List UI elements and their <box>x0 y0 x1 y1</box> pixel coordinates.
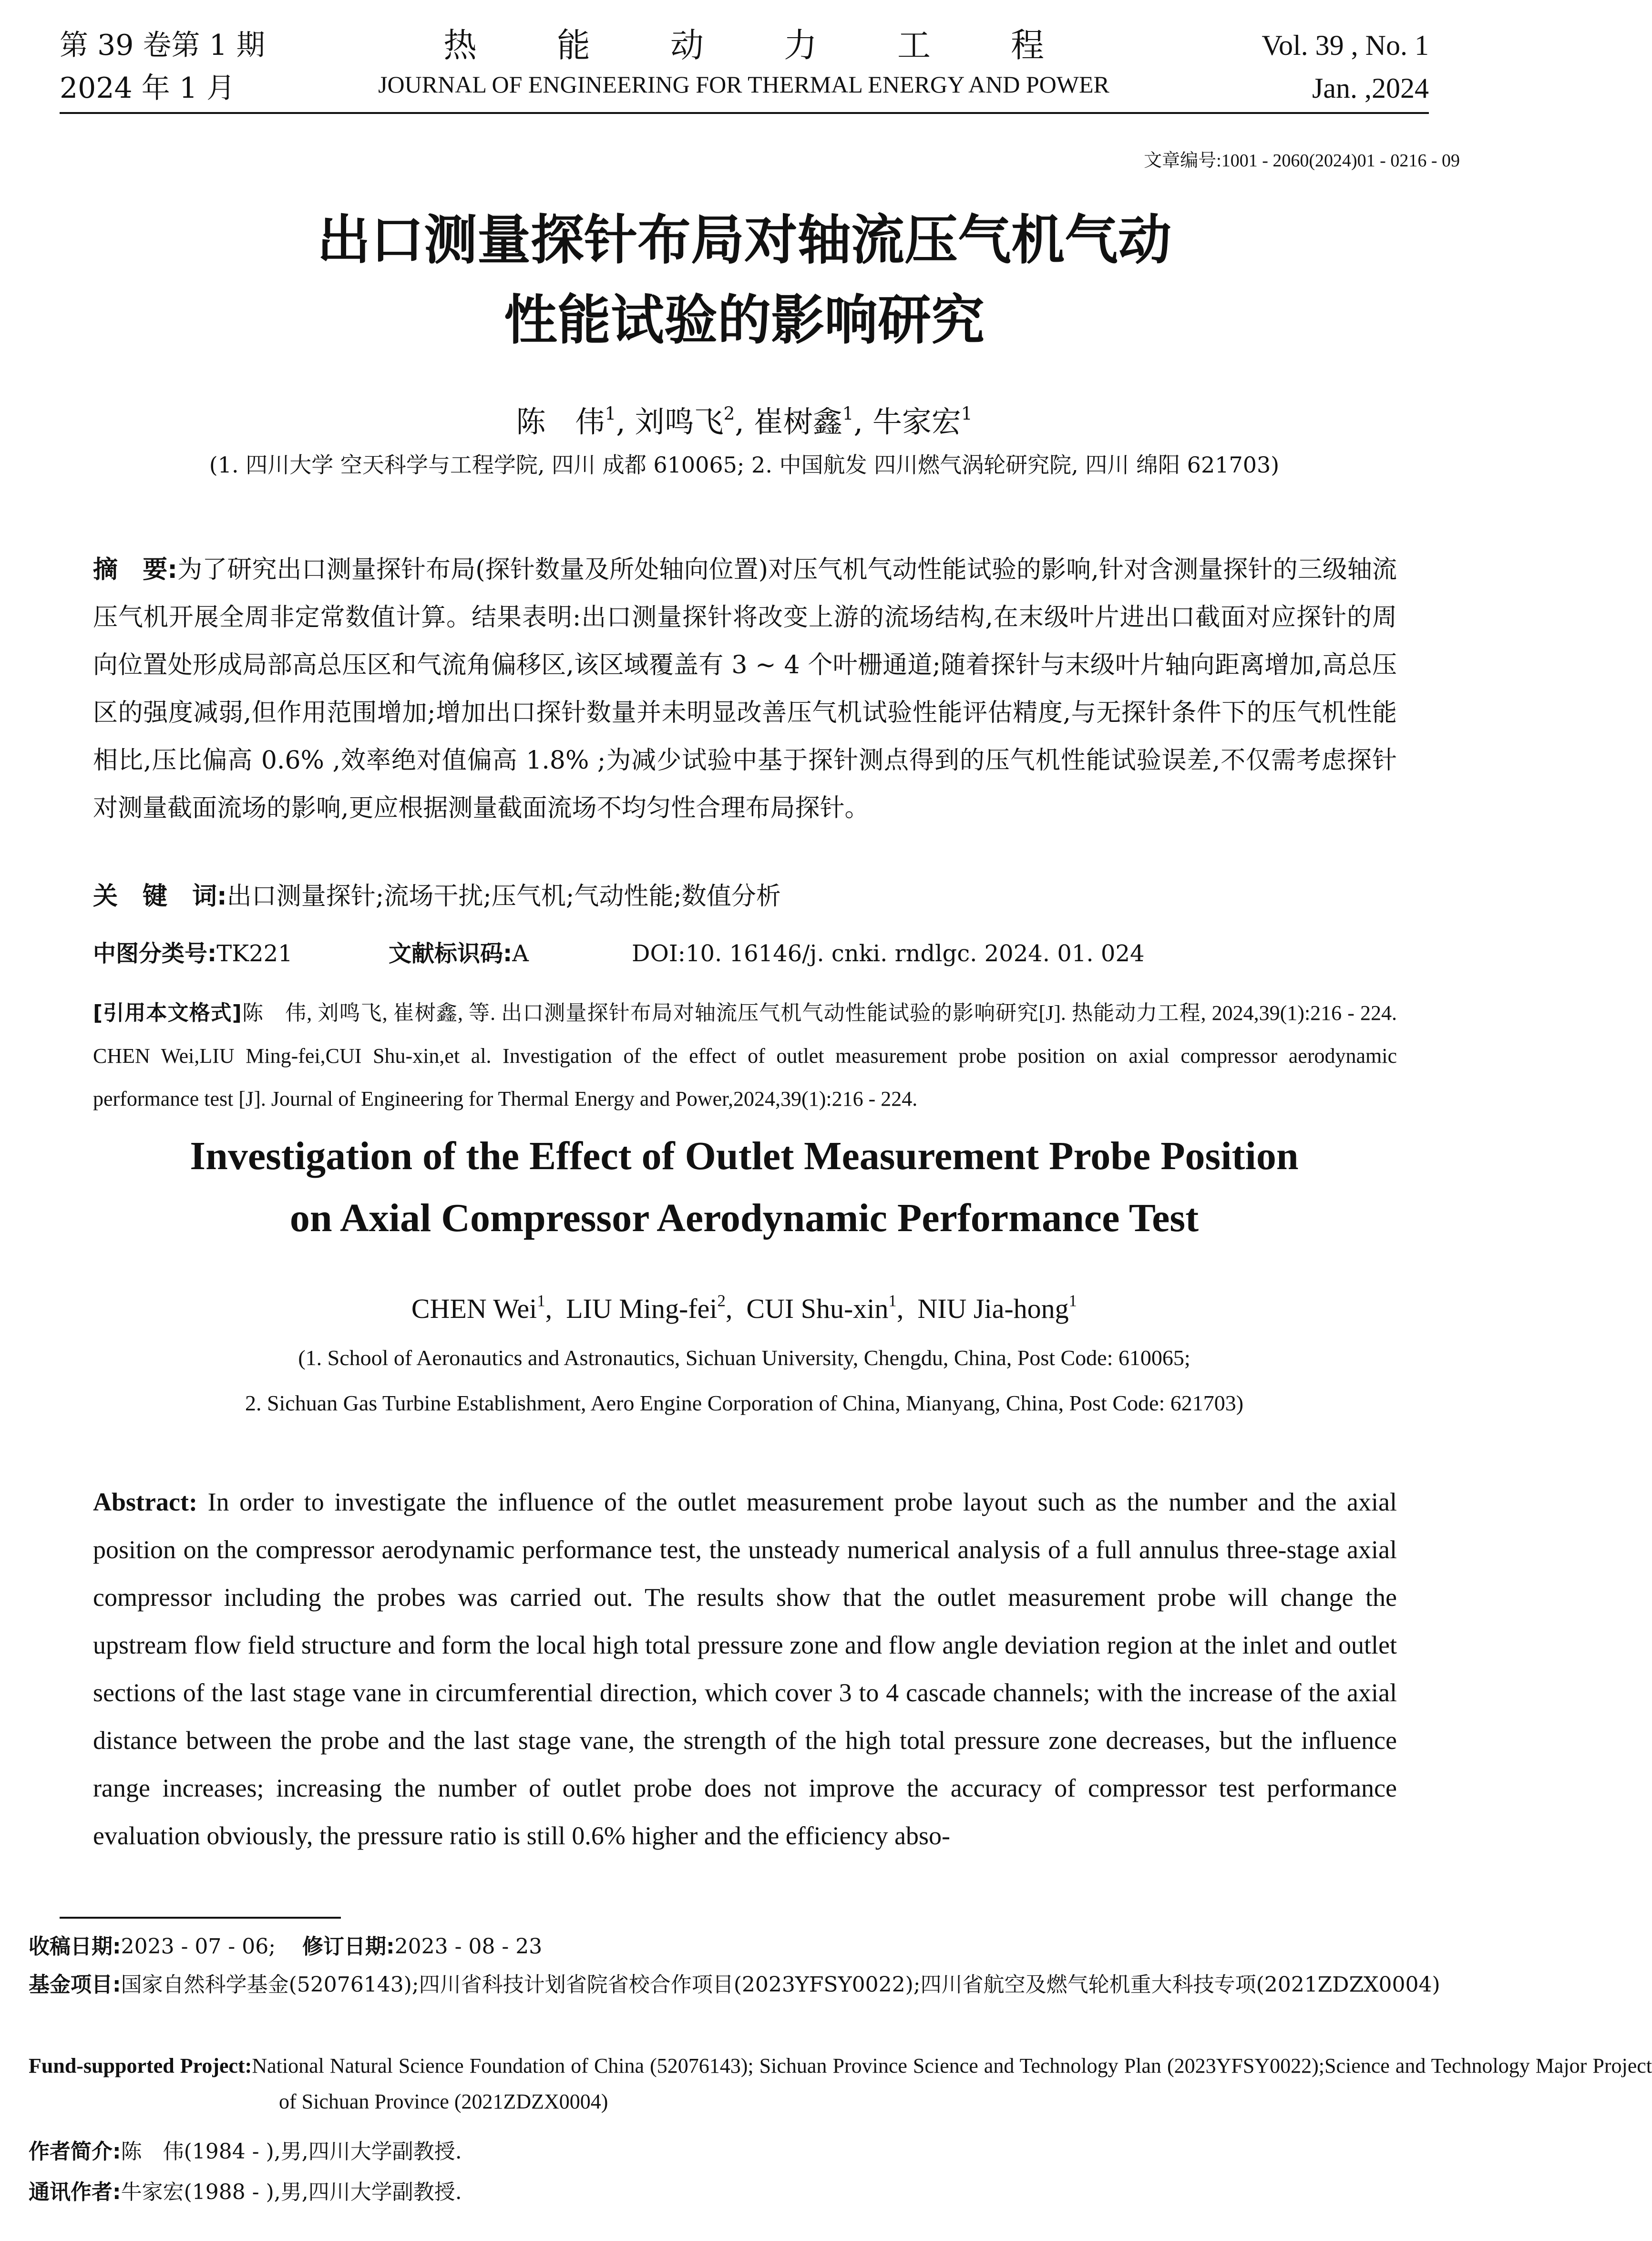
clc-label: 中图分类号: <box>93 940 217 967</box>
abstract-en <box>93 1478 1397 1860</box>
footnote-fund-en <box>29 2048 1652 2119</box>
footnote-corresponding <box>29 2174 1402 2210</box>
clc-value: TK221 <box>216 940 293 967</box>
keywords-text: 出口测量探针;流场干扰;压气机;气动性能;数值分析 <box>226 882 781 911</box>
fund-en-label: Fund-supported Project: <box>29 2054 252 2077</box>
author-affil-mark: 2 <box>717 1291 726 1310</box>
author-intro-text: 陈 伟(1984 - ),男,四川大学副教授. <box>121 2139 462 2164</box>
received-label: 收稿日期: <box>29 1934 121 1959</box>
author-name: 刘鸣飞 <box>635 404 724 439</box>
date-cn: 2024 年 1 月 <box>60 72 236 105</box>
author-affil-mark: 2 <box>723 402 735 424</box>
author-affil-mark: 1 <box>888 1291 897 1310</box>
author-affil-mark: 1 <box>961 402 973 424</box>
clc <box>93 932 389 975</box>
revised-label: 修订日期: <box>302 1934 395 1959</box>
authors-en: CHEN Wei$^1$, LIU Ming-fei$^2$, CUI Shu-xin$^1$, NIU Jia-hong$^1$ <box>411 1291 1077 1324</box>
author-name: 陈 伟 <box>516 404 605 439</box>
citation-text: 陈 伟, 刘鸣飞, 崔树鑫, 等. 出口测量探针布局对轴流压气机气动性能试验的影响研究[J]. 热能动力工程, 2024,39(1):216 - 224. CHEN Wei,LIU Ming-fei,CUI Shu-xin,et al. Investigation of the effect of outlet measurement probe position on axial compressor aerodynamic performance test [J]. Journal of Engineering for Thermal Energy and Power,2024,39(1):216 - 224. <box>93 1001 1397 1110</box>
footnote-rule <box>60 1917 341 1919</box>
author-affil-mark: 1 <box>537 1291 545 1310</box>
header-issue <box>60 24 265 110</box>
doc-code-value: A <box>512 940 529 967</box>
author-intro-label: 作者简介: <box>29 2139 121 2164</box>
citation-label: [引用本文格式] <box>93 1001 242 1025</box>
affiliation-cn: (1. 四川大学 空天科学与工程学院, 四川 成都 610065; 2. 中国航发 四川燃气涡轮研究院, 四川 绵阳 621703) <box>209 452 1280 478</box>
fund-cn-text: 国家自然科学基金(52076143);四川省科技计划省院省校合作项目(2023YFSY0022);四川省航空及燃气轮机重大科技专项(2021ZDZX0004) <box>121 1973 1440 1997</box>
author-affil-mark: 1 <box>842 402 854 424</box>
author-name: 牛家宏 <box>872 404 961 439</box>
author-name: NIU Jia-hong <box>917 1293 1069 1324</box>
authors-cn: 陈 伟$^1$, 刘鸣飞$^2$, 崔树鑫$^1$, 牛家宏$^1$ <box>516 402 973 439</box>
doi: DOI:10. 16146/j. cnki. rndlgc. 2024. 01. 024 <box>632 940 1145 967</box>
footnote-fund-cn <box>29 1967 1509 2003</box>
abstract-en-text: In order to investigate the influence of the outlet measurement probe layout such as the number and the axial position on the compressor aerodynamic performance test, the unsteady numerical analysis of a full annulus three-stage axial compressor including the probes was carried out. The results show that the outlet measurement probe will change the upstream flow field structure and form the local high total pressure zone and flow angle deviation region at the inlet and outlet sections of the last stage vane in circumferential direction, which cover 3 to 4 cascade channels; with the increase of the axial distance between the probe and the last stage vane, the strength of the high total pressure zone decreases, but the influence range increases; increasing the number of outlet probe does not improve the accuracy of compressor test performance evaluation obviously, the pressure ratio is still 0.6% higher and the efficiency abso- <box>93 1488 1397 1850</box>
affiliation-en-line2: 2. Sichuan Gas Turbine Establishment, Aero Engine Corporation of China, Mianyang, China, Post Code: 621703) <box>245 1391 1244 1415</box>
journal-name-en: JOURNAL OF ENGINEERING FOR THERMAL ENERGY AND POWER <box>378 71 1109 98</box>
abstract-cn-text: 为了研究出口测量探针布局(探针数量及所处轴向位置)对压气机气动性能试验的影响,针对含测量探针的三级轴流压气机开展全周非定常数值计算。结果表明:出口测量探针将改变上游的流场结构,在末级叶片进出口截面对应探针的周向位置处形成局部高总压区和气流角偏移区,该区域覆盖有 3 ~ 4 个叶栅通道;随着探针与末级叶片轴向距离增加,高总压区的强度减弱,但作用范围增加;增加出口探针数量并未明显改善压气机试验性能评估精度,与无探针条件下的压气机性能相比,压比偏高 0.6% ,效率绝对值偏高 1.8% ;为减少试验中基于探针测点得到的压气机性能试验误差,不仅需考虑探针对测量截面流场的影响,更应根据测量截面流场不均匀性合理布局探针。 <box>93 555 1397 822</box>
doc-code-label: 文献标识码: <box>389 940 513 967</box>
journal-name-cn: 热能动力工程 <box>443 26 1124 65</box>
author-name: CHEN Wei <box>411 1293 537 1324</box>
author-name: 崔树鑫 <box>753 404 842 439</box>
corresponding-text: 牛家宏(1988 - ),男,四川大学副教授. <box>121 2180 462 2204</box>
title-cn-line2: 性能试验的影响研究 <box>504 289 985 351</box>
date-en: Jan. ,2024 <box>1312 72 1429 104</box>
vol-en: Vol. 39 , No. 1 <box>1262 30 1429 61</box>
keywords-cn <box>93 875 1397 918</box>
title-en-line1: Investigation of the Effect of Outlet Measurement Probe Position <box>190 1134 1299 1178</box>
author-affil-mark: 1 <box>605 402 616 424</box>
fund-cn-label: 基金项目: <box>29 1973 121 1997</box>
title-en <box>48 1125 1441 1249</box>
footnote-author <box>29 2134 1402 2169</box>
abstract-en-label: Abstract: <box>93 1488 197 1516</box>
title-en-line2: on Axial Compressor Aerodynamic Performance Test <box>289 1196 1199 1240</box>
issue-cn: 第 39 卷第 1 期 <box>60 29 265 62</box>
author-affil-mark: 1 <box>1068 1291 1077 1310</box>
revised-date: 2023 - 08 - 23 <box>394 1934 543 1959</box>
article-number: 文章编号:1001 - 2060(2024)01 - 0216 - 09 <box>1144 151 1460 171</box>
classification-line <box>93 932 1397 975</box>
author-name: LIU Ming-fei <box>566 1293 718 1324</box>
doc-code <box>389 932 632 975</box>
abstract-cn <box>93 546 1397 832</box>
header-volume <box>1262 24 1429 110</box>
citation <box>93 992 1397 1120</box>
keywords-label: 关 键 词: <box>93 882 227 911</box>
corresponding-label: 通讯作者: <box>29 2180 121 2204</box>
header-journal <box>334 24 1154 103</box>
footnote-dates <box>29 1929 1402 1964</box>
fund-en-text: National Natural Science Foundation of China (52076143); Sichuan Province Science and Technology Plan (2023YFSY0022);Science and Technology Major Project of Sichuan Province (2021ZDZX0004) <box>252 2054 1652 2113</box>
abstract-cn-label: 摘 要: <box>93 555 178 584</box>
title-cn <box>48 200 1441 360</box>
affiliation-en <box>48 1335 1441 1426</box>
affiliation-en-line1: (1. School of Aeronautics and Astronautics, Sichuan University, Chengdu, China, Post Code: 610065; <box>298 1346 1190 1370</box>
received-date: 2023 - 07 - 06; <box>121 1934 276 1959</box>
title-cn-line1: 出口测量探针布局对轴流压气机气动 <box>317 209 1171 271</box>
header-rule <box>60 112 1429 114</box>
author-name: CUI Shu-xin <box>746 1293 889 1324</box>
